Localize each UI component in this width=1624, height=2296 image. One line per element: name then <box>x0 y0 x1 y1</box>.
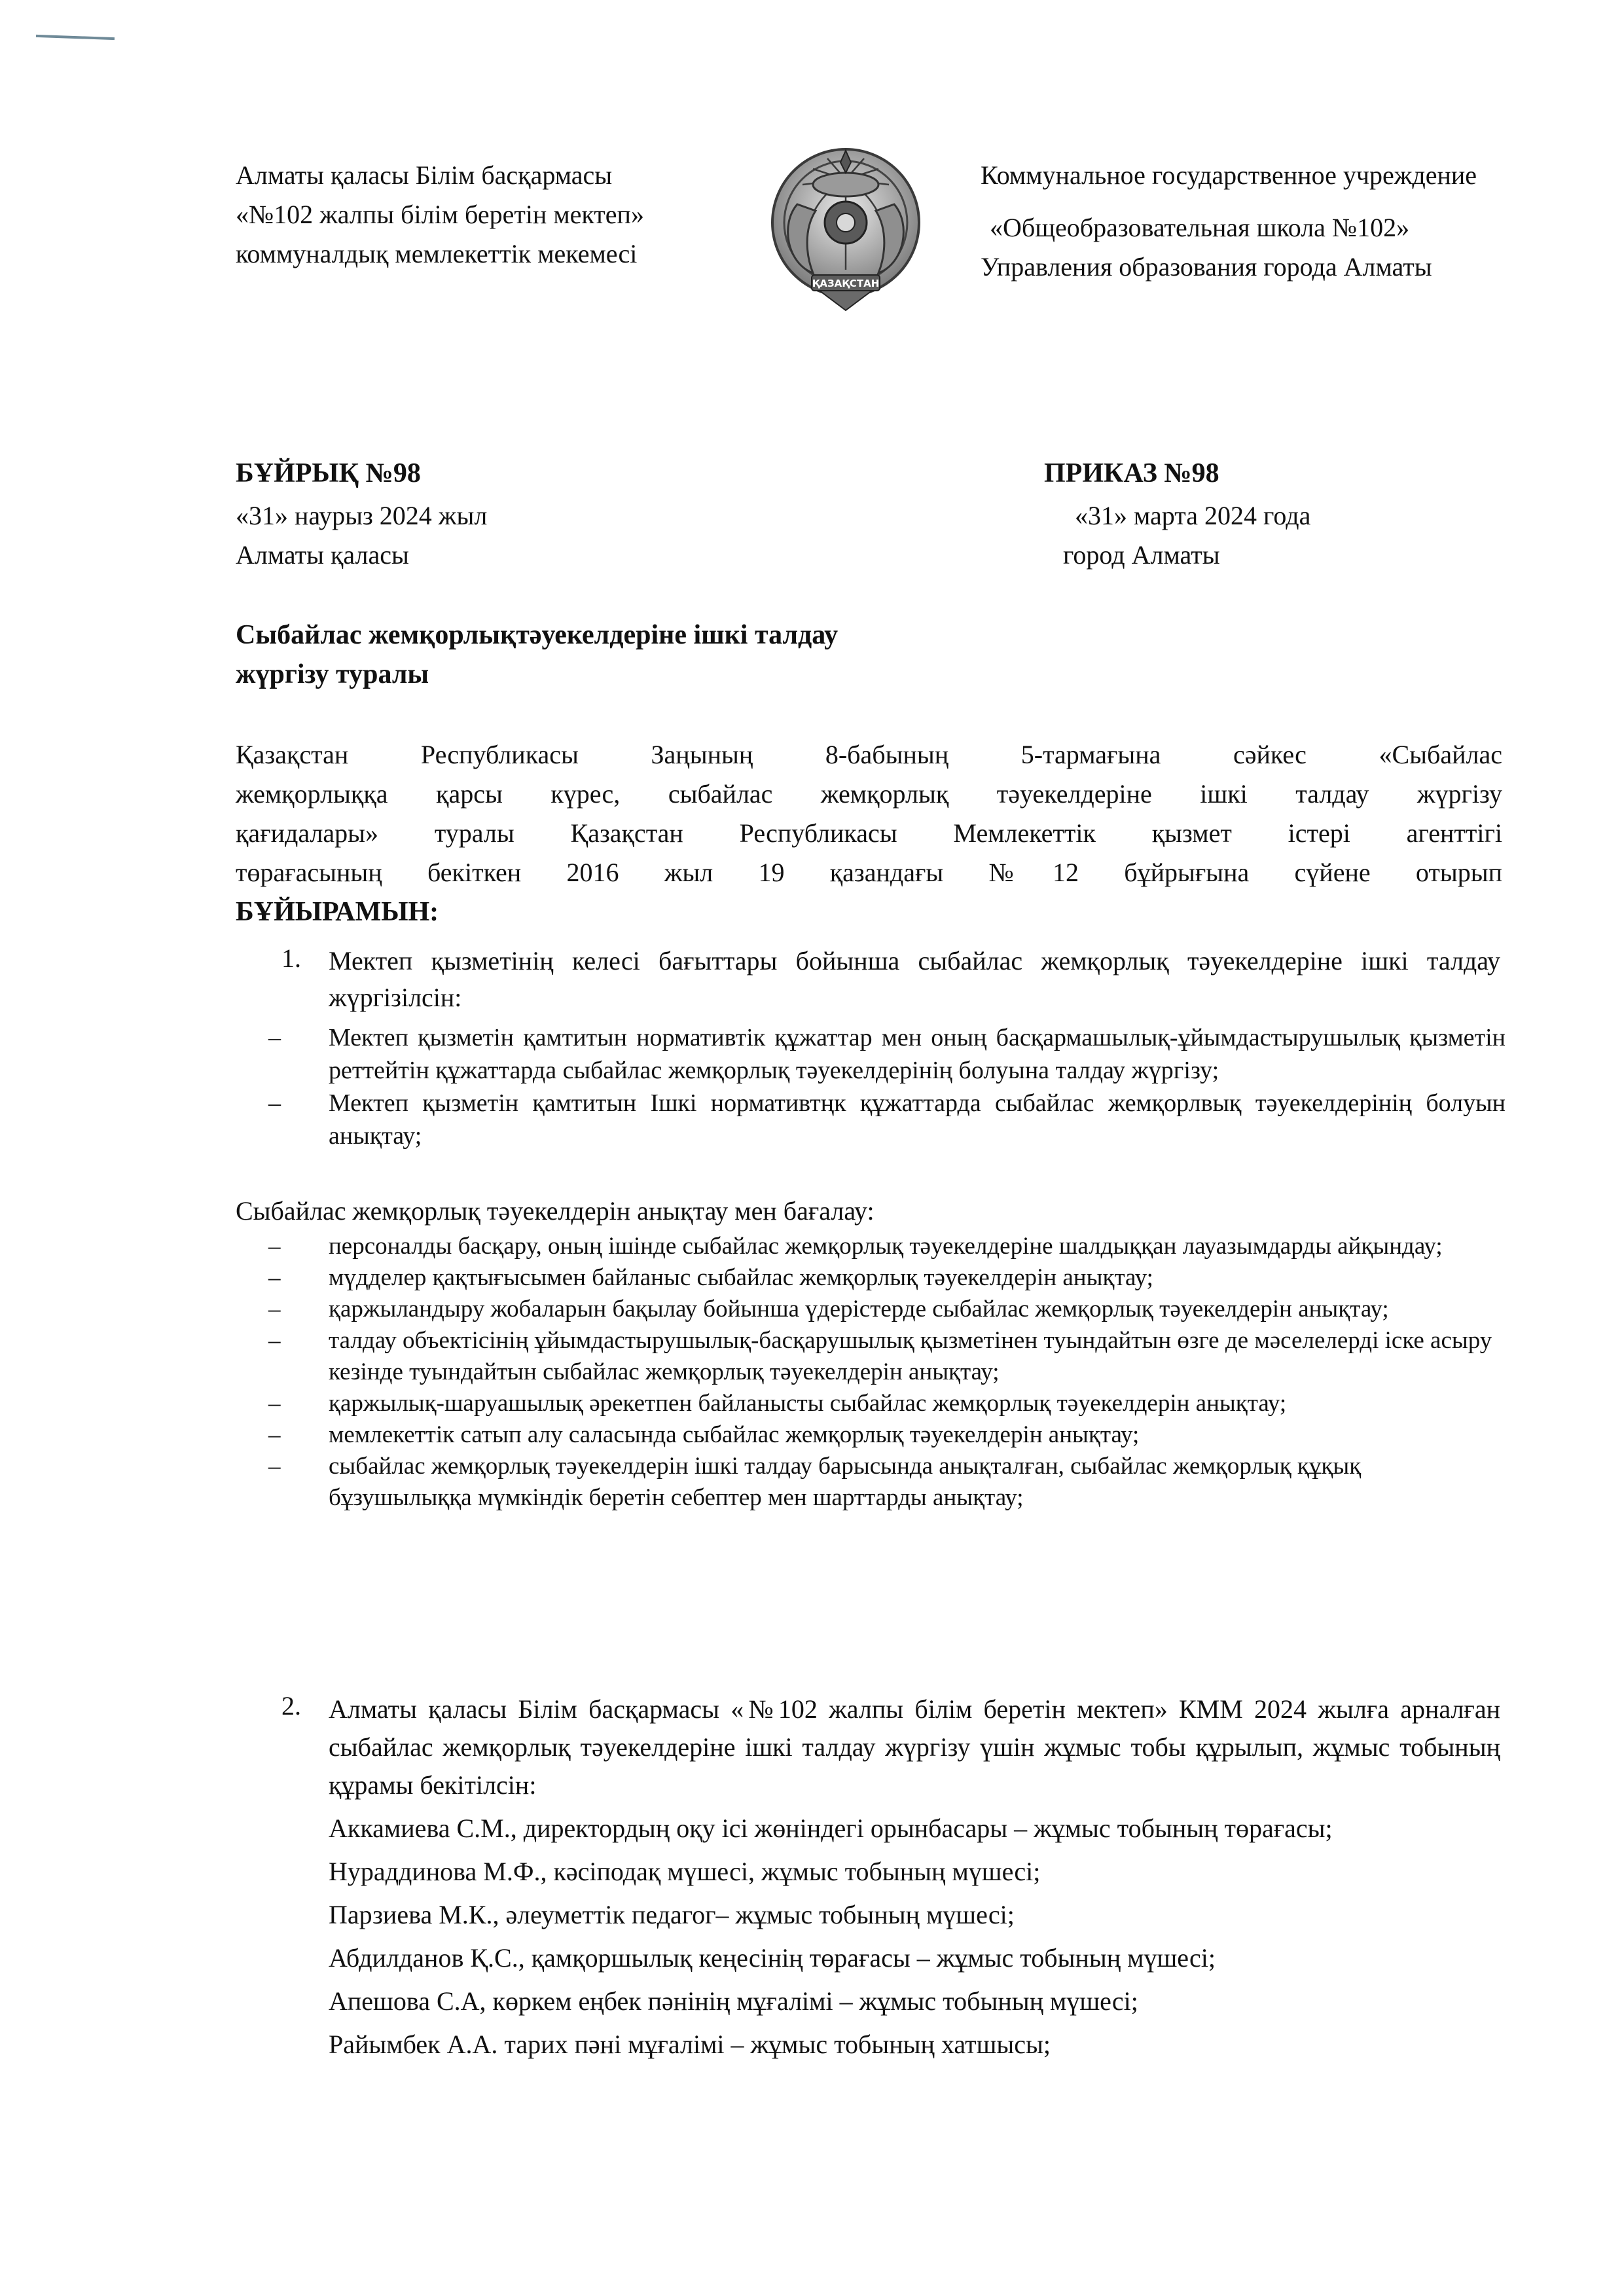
identification-item-5: қаржылық-шаруашылық әрекетпен байланысты сыбайлас жемқорлық тәуекелдерін анықтау; <box>329 1390 1287 1417</box>
item2-text: Алматы қаласы Білім басқармасы «№102 жалпы білім беретін мектеп» КММ 2024 жылға арналған сыбайлас жемқорлық тәуекелдеріне ішкі талдау жүргізу үшін жұмыс тобы құрылып, жұмыс тобының құрамы бекітілсін: <box>329 1694 1500 1800</box>
item1-subitem-1: Мектеп қызметін қамтитын нормативтік құжаттар мен оның басқармашылық-ұйымдастырушылық қызметін реттейтін құжаттарда сыбайлас жемқорлық тәуекелдерінің болуына талдау жүргізу; <box>329 1024 1506 1084</box>
list-item <box>268 1419 1506 1451</box>
item1-subitems <box>268 1021 1506 1152</box>
header-left-line2: «№102 жалпы білім беретін мектеп» <box>236 200 644 229</box>
order-word: БҰЙЫРАМЫН: <box>236 897 439 927</box>
preamble-line2: жемқорлыққа қарсы күрес, сыбайлас жемқорлық тәуекелдеріне ішкі талдау жүргізу <box>236 779 1502 809</box>
dash-marker: – <box>268 1264 281 1291</box>
dash-marker: – <box>268 1233 281 1260</box>
identification-heading: Сыбайлас жемқорлық тәуекелдерін анықтау мен бағалау: <box>236 1196 875 1226</box>
identification-item-3: қаржыландыру жобаларын бақылау бойынша үдерістерде сыбайлас жемқорлық тәуекелдерін анықтау; <box>329 1296 1389 1322</box>
identification-item-6: мемлекеттік сатып алу саласында сыбайлас жемқорлық тәуекелдерін анықтау; <box>329 1421 1140 1448</box>
order-title-kz: БҰЙРЫҚ №98 <box>236 458 421 488</box>
list-item <box>268 1325 1506 1388</box>
identification-item-4: талдау объектісінің ұйымдастырушылық-басқарушылық қызметінен туындайтын өзге де мәселелерді іске асыру кезінде туындайтын сыбайлас жемқорлық тәуекелдерін анықтау; <box>329 1327 1492 1385</box>
identification-item-2: мүдделер қақтығысымен байланыс сыбайлас жемқорлық тәуекелдерін анықтау; <box>329 1264 1153 1291</box>
list-item <box>268 1451 1506 1514</box>
dash-marker: – <box>268 1390 281 1417</box>
scan-corner-mark <box>36 35 115 40</box>
item1-text: Мектеп қызметінің келесі бағыттары бойынша сыбайлас жемқорлық тәуекелдеріне ішкі талдау жүргізілсін: <box>329 946 1500 1012</box>
item2-member-3: Парзиева М.К., әлеуметтік педагог– жұмыс тобының мүшесі; <box>329 1900 1015 1929</box>
state-emblem <box>767 139 924 314</box>
preamble-line3: қағидалары» туралы Қазақстан Республикасы Мемлекеттік қызмет істері агенттігі <box>236 818 1502 848</box>
header-right-line1: Коммунальное государственное учреждение <box>981 160 1477 190</box>
item2-number: 2. <box>281 1691 301 1721</box>
list-item <box>268 1087 1506 1152</box>
preamble-line1: Қазақстан Республикасы Заңының 8-бабының 5-тармағына сәйкес «Сыбайлас <box>236 740 1502 769</box>
list-item <box>268 1231 1506 1262</box>
order-subject <box>236 615 1021 694</box>
dash-marker: – <box>268 1421 281 1448</box>
list-item <box>268 1294 1506 1325</box>
header-left-block <box>236 156 772 274</box>
order-title-ru: ПРИКАЗ №98 <box>1044 458 1219 488</box>
header-right-line2: «Общеобразовательная школа №102» <box>990 213 1410 242</box>
dash-marker: – <box>268 1089 281 1117</box>
list-item <box>268 1021 1506 1087</box>
item2-block <box>329 1690 1500 2064</box>
dash-marker: – <box>268 1296 281 1322</box>
order-subject-line1: Сыбайлас жемқорлықтәуекелдеріне ішкі талдау <box>236 620 839 650</box>
identification-list <box>268 1231 1506 1514</box>
list-item <box>268 1262 1506 1294</box>
identification-item-1: персоналды басқару, оның ішінде сыбайлас жемқорлық тәуекелдеріне шалдыққан лауазымдарды айқындау; <box>329 1233 1443 1260</box>
preamble-paragraph <box>236 735 1502 892</box>
dash-marker: – <box>268 1024 281 1051</box>
item2-member-1: Аккамиева С.М., директордың оқу ісі жөніндегі орынбасары – жұмыс тобының төрағасы; <box>329 1813 1333 1843</box>
item2-member-5: Апешова С.А, көркем еңбек пәнінің мұғалімі – жұмыс тобының мүшесі; <box>329 1986 1138 2016</box>
dash-marker: – <box>268 1453 281 1480</box>
order-subject-line2: жүргізу туралы <box>236 659 429 689</box>
item2-member-2: Нураддинова М.Ф., кәсіподақ мүшесі, жұмыс тобының мүшесі; <box>329 1857 1041 1886</box>
emblem-ribbon-text: ҚАЗАҚСТАН <box>812 278 880 289</box>
dash-marker: – <box>268 1327 281 1354</box>
item2-member-6: Райымбек А.А. тарих пәні мұғалімі – жұмыс тобының хатшысы; <box>329 2030 1051 2059</box>
order-city-kz: Алматы қаласы <box>236 540 409 570</box>
order-city-ru: город Алматы <box>1063 540 1220 570</box>
order-date-kz: «31» наурыз 2024 жыл <box>236 501 488 530</box>
header-right-block <box>981 156 1570 287</box>
item1-subitem-2: Мектеп қызметін қамтитын Ішкі нормативтңк құжаттарда сыбайлас жемқорлвық тәуекелдерінің болуын анықтау; <box>329 1089 1506 1150</box>
item2-member-4: Абдилданов Қ.С., қамқоршылық кеңесінің төрағасы – жұмыс тобының мүшесі; <box>329 1943 1216 1973</box>
state-emblem-icon <box>767 139 924 314</box>
header-left-line1: Алматы қаласы Білім басқармасы <box>236 160 613 190</box>
identification-item-7: сыбайлас жемқорлық тәуекелдерін ішкі талдау барысында анықталған, сыбайлас жемқорлық құқық бұзушылыққа мүмкіндік беретін себептер мен шарттарды анықтау; <box>329 1453 1362 1511</box>
order-date-ru: «31» марта 2024 года <box>1075 501 1311 530</box>
preamble-line4: төрағасының бекіткен 2016 жыл 19 қазандағы №12 бұйрығына сүйене отырып <box>236 858 1502 887</box>
header-left-line3: коммуналдық мемлекеттік мекемесі <box>236 239 638 268</box>
list-item <box>268 1388 1506 1419</box>
header-right-line3: Управления образования города Алматы <box>981 252 1432 282</box>
item1-number: 1. <box>281 943 301 973</box>
